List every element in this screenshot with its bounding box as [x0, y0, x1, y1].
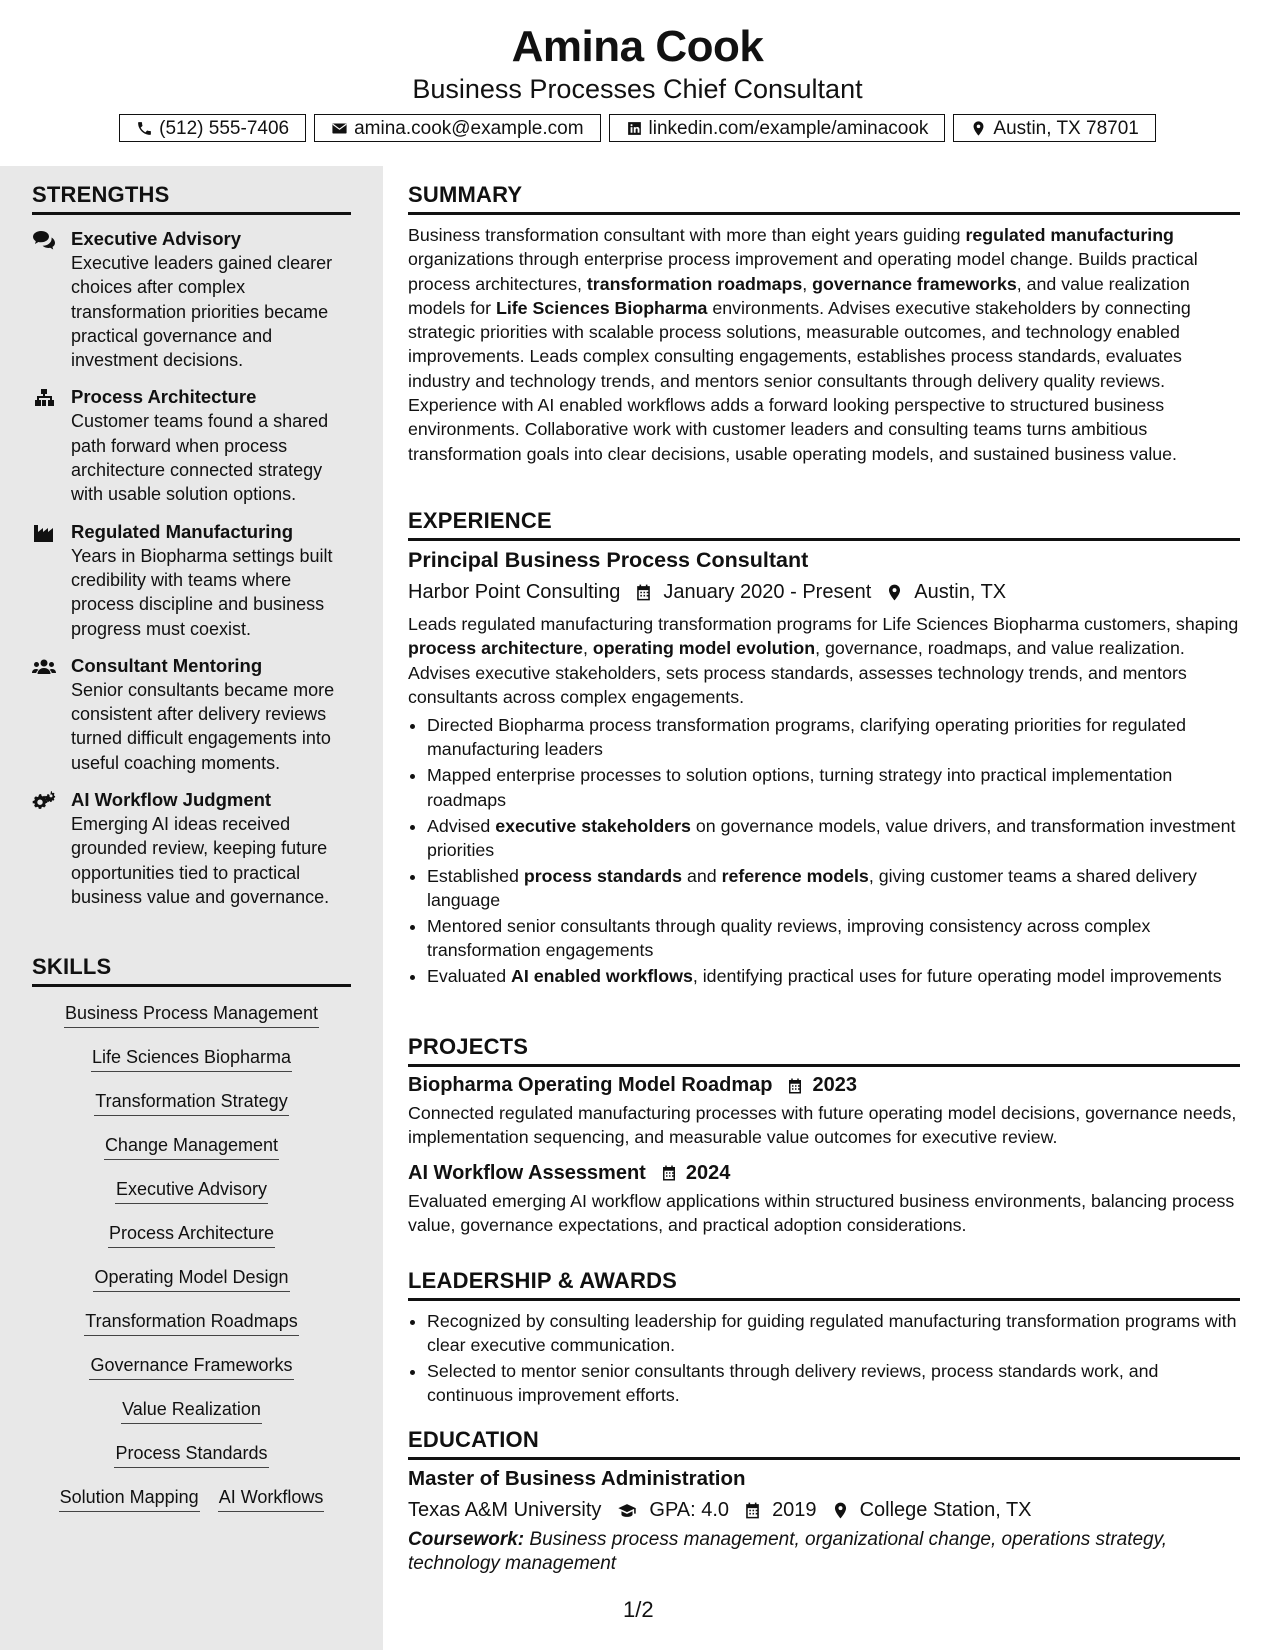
skills-heading: SKILLS — [32, 954, 351, 987]
project-desc: Connected regulated manufacturing processes with future operating model decisions, governance needs, implementation sequencing, and measurable value outcomes for executive review. — [408, 1103, 1237, 1148]
strength-desc: Executive leaders gained clearer choices after complex transformation priorities became practical governance and investment decisions. — [71, 253, 333, 371]
leadership-bullet: • Selected to mentor senior consultants through delivery reviews, process standards work, and continuous improvement efforts. — [427, 1359, 1240, 1408]
contact-phone[interactable] — [119, 114, 306, 142]
contact-bar — [0, 114, 1275, 142]
map-pin-icon — [885, 583, 904, 602]
project-year: 2023 — [812, 1074, 857, 1096]
projects-heading: PROJECTS — [408, 1034, 1240, 1067]
email-text: amina.cook@example.com — [354, 117, 584, 139]
education-heading: EDUCATION — [408, 1427, 1240, 1460]
project-desc: Evaluated emerging AI workflow applications within structured business environments, balancing process value, governance expectations, and practical adoption considerations. — [408, 1190, 1235, 1235]
calendar-icon — [660, 1164, 678, 1182]
skill-tag: Transformation Roadmaps — [84, 1309, 298, 1336]
job-intro: Leads regulated manufacturing transformation programs for Life Sciences Biopharma customers, shaping process architecture, operating model evolution, governance, roadmaps, and value realization. Advises executive stakeholders, sets process standards, assesses technology trends, and mentors consultants across complex engagements. — [408, 614, 1239, 707]
strength-desc: Customer teams found a shared path forward when process architecture connected strategy with usable solution options. — [71, 411, 329, 505]
project-title-row — [408, 1162, 1240, 1185]
coursework-label: Coursework: — [408, 1529, 525, 1550]
experience-heading: EXPERIENCE — [408, 508, 1240, 541]
calendar-icon — [634, 583, 653, 602]
sitemap-icon — [32, 388, 56, 408]
school-name: Texas A&M University — [408, 1499, 602, 1521]
calendar-icon — [743, 1501, 762, 1520]
graduation-year: 2019 — [772, 1499, 817, 1521]
skill-tag: Life Sciences Biopharma — [91, 1045, 292, 1072]
strength-item — [32, 788, 351, 909]
project-title: AI Workflow Assessment — [408, 1161, 646, 1184]
job-bullet: • Directed Biopharma process transformation programs, clarifying operating priorities for regulated manufacturing leaders — [427, 713, 1240, 762]
strength-item — [32, 385, 351, 506]
strength-title: Executive Advisory — [71, 228, 242, 249]
linkedin-icon — [626, 120, 643, 137]
strength-desc: Senior consultants became more consistent after delivery reviews turned difficult engagements into useful coaching moments. — [71, 679, 335, 773]
contact-linkedin[interactable] — [609, 114, 946, 142]
strength-title: Consultant Mentoring — [71, 654, 263, 676]
job-bullet: • Mapped enterprise processes to solution options, turning strategy into practical implementation roadmaps — [427, 763, 1240, 812]
strengths-section — [32, 182, 351, 922]
strength-title: AI Workflow Judgment — [71, 789, 272, 811]
project-year: 2024 — [685, 1161, 731, 1184]
summary-heading: SUMMARY — [408, 182, 1240, 215]
contact-email[interactable] — [314, 114, 600, 142]
project-title: Biopharma Operating Model Roadmap — [408, 1074, 773, 1096]
candidate-name: Amina Cook — [511, 22, 764, 71]
project-title-row — [408, 1074, 1240, 1097]
skill-tag: Transformation Strategy — [94, 1089, 288, 1116]
map-pin-icon — [970, 120, 987, 137]
skill-tag: Executive Advisory — [115, 1177, 268, 1204]
summary-text: Business transformation consultant with more than eight years guiding regulated manufacturing organizations through enterprise process improvement and operating model change. Builds practical process architectures, transformation roadmaps, governance frameworks, and value realization models for Life Sciences Biopharma environments. Advises executive stakeholders by connecting strategic priorities with scalable process solutions, measurable outcomes, and technology enabled improvements. Leads complex consulting engagements, establishes process standards, evaluates industry and technology trends, and mentors senior consultants through delivery quality reviews. Experience with AI enabled workflows adds a forward looking perspective to structured business environments. Collaborative work with customer leaders and consulting teams turns ambitious transformation goals into clear decisions, usable operating models, and sustained business value. — [408, 225, 1198, 464]
experience-section — [408, 508, 1240, 990]
job-title: Principal Business Process Consultant — [408, 548, 809, 572]
resume-header — [0, 0, 1275, 166]
candidate-title: Business Processes Chief Consultant — [412, 74, 863, 104]
degree: Master of Business Administration — [408, 1467, 746, 1490]
job-location: Austin, TX — [914, 581, 1007, 603]
strength-item — [32, 227, 351, 372]
strength-desc: Emerging AI ideas received grounded review, keeping future opportunities tied to practical business value and governance. — [71, 814, 330, 907]
graduation-cap-icon — [615, 1501, 639, 1520]
leadership-bullet: • Recognized by consulting leadership for guiding regulated manufacturing transformation programs with clear executive communication. — [427, 1309, 1240, 1358]
job-bullet: • Established process standards and reference models, giving customer teams a shared delivery language — [427, 864, 1240, 913]
cogs-icon — [32, 791, 56, 811]
job-bullet: • Evaluated AI enabled workflows, identifying practical uses for future operating model improvements — [427, 964, 1240, 988]
skill-tag: Operating Model Design — [93, 1265, 289, 1292]
comments-icon — [32, 230, 56, 250]
skill-tag: AI Workflows — [218, 1485, 325, 1512]
job-bullet: • Mentored senior consultants through quality reviews, improving consistency across complex transformation engagements — [427, 914, 1240, 963]
envelope-icon — [331, 120, 348, 137]
strength-desc: Years in Biopharma settings built credibility with teams where process discipline and business progress must coexist. — [71, 545, 333, 639]
coursework-text: Business process management, organizational change, operations strategy, technology management — [408, 1529, 1167, 1574]
strengths-heading: STRENGTHS — [32, 182, 351, 215]
strength-title: Regulated Manufacturing — [71, 520, 294, 542]
contact-location[interactable] — [953, 114, 1155, 142]
gpa: GPA: 4.0 — [649, 1499, 730, 1521]
phone-icon — [136, 120, 153, 137]
industry-icon — [32, 523, 56, 543]
page-number: 1/2 — [623, 1597, 654, 1622]
job-bullet: • Advised executive stakeholders on governance models, value drivers, and transformation investment priorities — [427, 814, 1240, 863]
job-bullets — [408, 713, 1240, 988]
skills-section — [32, 954, 351, 1529]
linkedin-text: linkedin.com/example/aminacook — [648, 117, 929, 139]
skill-tag: Business Process Management — [64, 1001, 319, 1028]
school-location: College Station, TX — [859, 1499, 1032, 1521]
calendar-icon — [786, 1077, 804, 1095]
map-pin-icon — [831, 1501, 850, 1520]
skill-tag: Change Management — [104, 1133, 279, 1160]
skill-tag: Governance Frameworks — [89, 1353, 293, 1380]
location-text: Austin, TX 78701 — [993, 117, 1139, 139]
phone-text: (512) 555-7406 — [159, 117, 290, 139]
projects-section — [408, 1034, 1240, 1237]
education-section — [408, 1427, 1240, 1576]
leadership-section — [408, 1268, 1240, 1409]
skill-tag: Solution Mapping — [59, 1485, 200, 1512]
strength-title: Process Architecture — [71, 386, 257, 408]
strength-item — [32, 520, 351, 641]
skill-tag: Value Realization — [121, 1397, 262, 1424]
strength-item — [32, 654, 351, 775]
summary-section — [408, 182, 1240, 466]
coursework — [408, 1528, 1240, 1576]
skill-tag: Process Architecture — [108, 1221, 275, 1248]
skills-list — [32, 1001, 351, 1529]
company-name: Harbor Point Consulting — [408, 581, 621, 603]
job-meta — [408, 581, 1240, 604]
leadership-bullets — [408, 1309, 1240, 1408]
users-icon — [32, 657, 56, 677]
leadership-heading: LEADERSHIP & AWARDS — [408, 1268, 1240, 1301]
skill-tag: Process Standards — [114, 1441, 268, 1468]
job-dates: January 2020 - Present — [663, 581, 872, 603]
education-meta — [408, 1499, 1240, 1522]
